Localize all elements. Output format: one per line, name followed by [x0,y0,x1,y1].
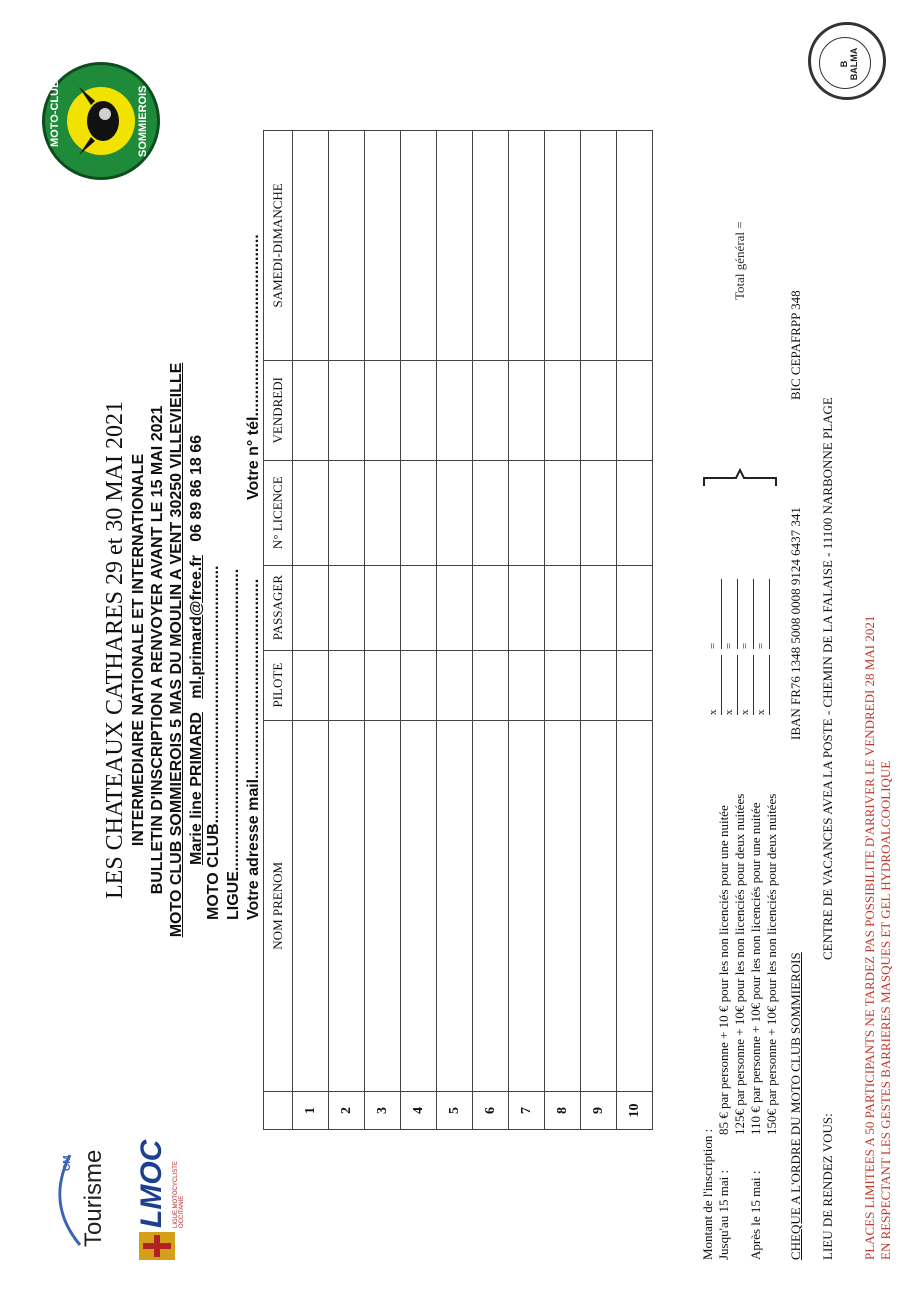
cell-weekend[interactable] [365,131,401,361]
phone-field[interactable]: Votre n° tél......................................... [245,234,262,500]
cell-name[interactable] [437,720,473,1091]
cell-weekend[interactable] [437,131,473,361]
multiply-sign: x [722,655,738,715]
cell-license[interactable] [401,460,437,565]
table-row [581,131,617,1130]
fees-before-label: Jusqu'au 15 mai : [716,1169,731,1260]
fee-calc-grid [706,505,770,715]
table-header-row [264,131,293,1130]
row-number: 5 [437,1092,473,1130]
cell-license[interactable] [545,460,581,565]
tourisme-logo-text: Tourisme [80,1149,107,1247]
equals-sign: = [722,579,738,649]
cell-passenger[interactable] [329,565,365,650]
col-header-name: NOM PRENOM [264,720,293,1091]
multiply-sign: x [738,655,754,715]
cell-friday[interactable] [437,360,473,460]
row-number: 10 [617,1092,653,1130]
fee-calc-row[interactable] [706,505,722,715]
cell-name[interactable] [617,720,653,1091]
rendezvous-place: CENTRE DE VACANCES AVEA LA POSTE - CHEMIN DE LA FALAISE - 11100 NARBONNE PLAGE [820,397,835,960]
cell-license[interactable] [293,460,329,565]
cell-name[interactable] [365,720,401,1091]
cheque-order-text: CHEQUE A L'ORDRE DU MOTO CLUB SOMMIEROIS [788,952,803,1260]
contact-line [188,0,206,1300]
fees-after-label: Après le 15 mai : [748,1170,763,1260]
rendezvous-label: LIEU DE RENDEZ VOUS: [820,1113,835,1260]
cell-friday[interactable] [617,360,653,460]
cell-weekend[interactable] [473,131,509,361]
row-number: 8 [545,1092,581,1130]
cell-name[interactable] [581,720,617,1091]
cell-license[interactable] [509,460,545,565]
cell-name[interactable] [293,720,329,1091]
cell-weekend[interactable] [509,131,545,361]
stamp-center-text: B BALMA [839,47,859,81]
contact-phone: 06 89 86 18 66 [188,435,205,542]
cell-passenger[interactable] [365,565,401,650]
table-row [293,131,329,1130]
total-brace-icon [700,468,780,488]
cell-license[interactable] [365,460,401,565]
cell-passenger[interactable] [617,565,653,650]
table-row [545,131,581,1130]
cell-name[interactable] [473,720,509,1091]
col-header-weekend: SAMEDI-DIMANCHE [264,131,293,361]
cell-name[interactable] [509,720,545,1091]
cell-friday[interactable] [545,360,581,460]
cell-name[interactable] [545,720,581,1091]
cell-name[interactable] [401,720,437,1091]
ligue-field-label: LIGUE [225,871,242,920]
cell-pilot[interactable] [581,650,617,720]
fee-calc-row[interactable] [754,505,770,715]
cell-license[interactable] [437,460,473,565]
col-header-number [264,1092,293,1130]
contact-name: Marie line PRIMARD [188,712,205,866]
fee-line-2: 125€ par personne + 10€ pour les non licenciés pour deux nuitées [732,793,747,1135]
cell-weekend[interactable] [293,131,329,361]
equals-sign: = [738,579,754,649]
cell-pilot[interactable] [617,650,653,720]
email-field-label: Votre adresse mail [245,778,262,920]
col-header-pilot: PILOTE [264,650,293,720]
event-title: LES CHATEAUX CATHARES 29 et 30 MAI 2021 [102,401,128,899]
ligue-field[interactable]: LIGUE.................................................................... [225,568,242,920]
cell-license[interactable] [617,460,653,565]
total-general-label: Total général = [732,221,747,300]
cell-friday[interactable] [293,360,329,460]
cell-pilot[interactable] [329,650,365,720]
row-number: 6 [473,1092,509,1130]
cell-weekend[interactable] [545,131,581,361]
phone-field-label: Votre n° tél [245,416,262,500]
moto-club-logo [42,62,160,180]
table-row [617,131,653,1130]
row-number: 3 [365,1092,401,1130]
cell-pilot[interactable] [437,650,473,720]
equals-sign: = [706,579,722,649]
cell-pilot[interactable] [509,650,545,720]
col-header-license: N° LICENCE [264,460,293,565]
lmoc-logo-subtext: LIGUE MOTOCYCLISTE OCCITANIE [173,1161,185,1228]
event-category: INTERMEDIAIRE NATIONALE ET INTERNATIONALE [130,453,147,847]
row-number: 4 [401,1092,437,1130]
fee-calc-row[interactable] [738,505,754,715]
fee-line-4: 150€ par personne + 10€ pour les non licenciés pour deux nuitées [764,793,779,1135]
cell-name[interactable] [329,720,365,1091]
cell-friday[interactable] [581,360,617,460]
registration-deadline: BULLETIN D'INSCRIPTION A RENVOYER AVANT LE 15 MAI 2021 [149,405,166,895]
fee-line-1: 85 € par personne + 10 € pour les non licenciés pour une nuitée [716,805,731,1135]
bic-text: BIC CEPAFRPP 348 [788,290,803,400]
cell-passenger[interactable] [401,565,437,650]
row-number: 7 [509,1092,545,1130]
moto-club-logo-top: MOTO-CLUB [49,79,61,147]
cell-passenger[interactable] [293,565,329,650]
cell-friday[interactable] [329,360,365,460]
cell-weekend[interactable] [401,131,437,361]
cell-license[interactable] [473,460,509,565]
cell-pilot[interactable] [401,650,437,720]
cell-license[interactable] [581,460,617,565]
cell-pilot[interactable] [545,650,581,720]
table-row [473,131,509,1130]
multiply-sign: x [706,655,722,715]
table-row [329,131,365,1130]
cell-passenger[interactable] [581,565,617,650]
cell-friday[interactable] [365,360,401,460]
cell-passenger[interactable] [545,565,581,650]
tourisme-logo-small: CM [62,1155,73,1171]
moto-club-field-label: MOTO CLUB [205,823,222,920]
iban-text: IBAN FR76 1348 5008 0008 9124 6437 341 [788,507,803,740]
cell-weekend[interactable] [617,131,653,361]
league-stamp [808,22,886,100]
fees-label: Montant de l'inscription : [700,1128,715,1260]
table-row [401,131,437,1130]
table-row [437,131,473,1130]
cell-license[interactable] [329,460,365,565]
cell-weekend[interactable] [329,131,365,361]
cell-passenger[interactable] [437,565,473,650]
notice-line-2: EN RESPECTANT LES GESTES BARRIERES MASQUES ET GEL HYDROALCOOLIQUE [878,760,893,1260]
table-row [365,131,401,1130]
cell-passenger[interactable] [473,565,509,650]
cell-pilot[interactable] [473,650,509,720]
notice-line-1: PLACES LIMITEES A 50 PARTICIPANTS NE TARDEZ PAS POSSIBILITE D'ARRIVER LE VENDREDI 28 MAI 2021 [862,615,877,1260]
multiply-sign: x [754,655,770,715]
row-number: 1 [293,1092,329,1130]
table-row [509,131,545,1130]
moto-club-logo-bottom: SOMMIEROIS [137,85,149,157]
cell-pilot[interactable] [293,650,329,720]
moto-club-field[interactable]: MOTO CLUB.......................................................... [205,565,222,920]
email-field[interactable]: Votre adresse mail............................................. [245,578,262,920]
cell-weekend[interactable] [581,131,617,361]
club-address: MOTO CLUB SOMMIEROIS 5 MAS DU MOULIN A VENT 30250 VILLEVIEILLE [168,362,185,938]
equals-sign: = [754,579,770,649]
col-header-passenger: PASSAGER [264,565,293,650]
contact-email[interactable]: ml.primard@free.fr [188,555,205,699]
cell-pilot[interactable] [365,650,401,720]
row-number: 9 [581,1092,617,1130]
lmoc-logo-text: LMOC [135,1139,168,1228]
cell-friday[interactable] [473,360,509,460]
col-header-friday: VENDREDI [264,360,293,460]
fee-line-3: 110 € par personne + 10€ pour les non licenciés pour une nuitée [748,802,763,1135]
fee-calc-row[interactable] [722,505,738,715]
cell-passenger[interactable] [509,565,545,650]
cell-friday[interactable] [509,360,545,460]
participants-table [263,130,653,1130]
row-number: 2 [329,1092,365,1130]
cell-friday[interactable] [401,360,437,460]
